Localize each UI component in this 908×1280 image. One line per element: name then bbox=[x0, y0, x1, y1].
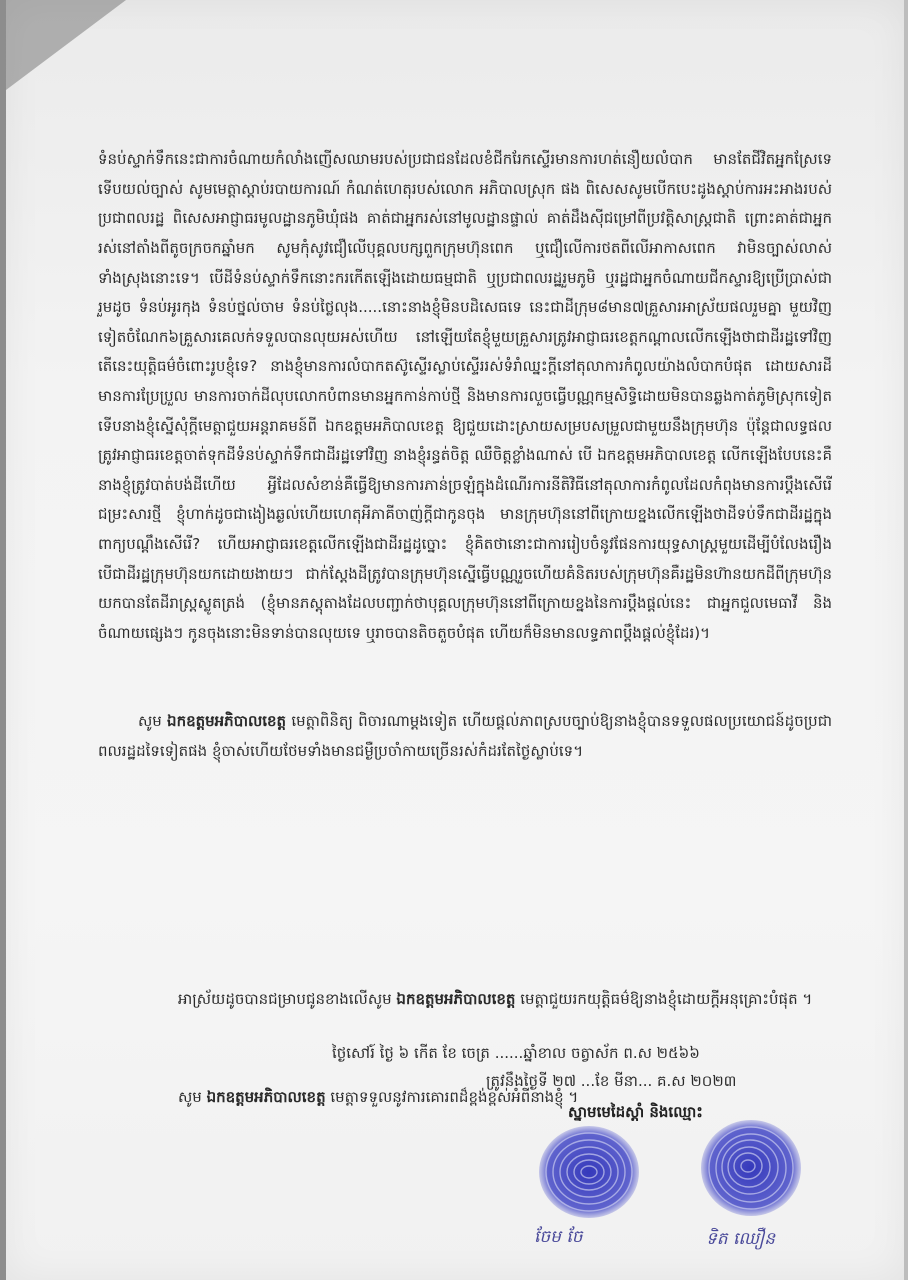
thumbprint-right bbox=[696, 1116, 806, 1220]
folded-corner bbox=[6, 0, 126, 90]
body-paragraph-1: ទំនប់ស្ទាក់ទឹកនេះជាការចំណាយកំលាំងញើសឈាមរបស់ប្រជាជនដែលខំជីករែកស្ទើរមានការហត់នឿយលំបាក មានតែជីវិតអ្នកស្រែទេទើបយល់ច្បាស់ សូមមេត្តាស្តាប់របាយការណ៍ កំណត់ហេតុរបស់លោក អភិបាលស្រុក ផង ពិសេសសូមបើកបេះដូងស្តាប់ការអះអាងរបស់ប្រជាពលរដ្ឋ ពិសេសអាជ្ញាធរមូលដ្ឋានភូមិឃុំផង គាត់ជាអ្នករស់នៅមូលដ្ឋានផ្ទាល់ គាត់ដឹងស៊ីជម្រៅពីប្រវត្តិសាស្ត្រជាតិ ព្រោះគាត់ជាអ្នករស់នៅតាំងពីតូចក្រចកឆ្នាំមក សូមកុំសូវជឿលើបុគ្គលបក្សពួកក្រុមហ៊ុនពេក ឬជឿលើការថតពីលើអាកាសពេក វាមិនច្បាស់លាស់ទាំងស្រុងនោះទេ។ បើដីទំនប់ស្ទាក់ទឹកនោះករកើតឡើងដោយធម្មជាតិ ឬប្រជាពលរដ្ឋរួមភូមិ ឬរដ្ឋជាអ្នកចំណាយជីកស្ទារឱ្យប្រើប្រាស់ជារួមដូច ទំនប់អូរកុង ទំនប់ថ្នល់ចាម ទំនប់ថ្លៃលុង.....នោះនាងខ្ញុំមិនបដិសេធទេ នេះជាដីក្រុម៨មាន៧គ្រួសារអាស្រ័យផលរួមគ្នា មួយវិញទៀតចំណែក៦គ្រួសារគេលក់ទទួលបានលុយអស់ហើយ នៅឡើយតែខ្ញុំមួយគ្រួសារត្រូវអាជ្ញាធរខេត្តកណ្តាលលើកឡើងថាជាដីរដ្ឋទៅវិញ តើនេះយុត្តិធម៌ចំពោះរូបខ្ញុំទេ? នាងខ្ញុំមានការលំបាកតស៊ូស្ទើរស្លាប់ស្ទើររស់ទំរាំឈ្នះក្តីនៅតុលាការកំពូលយ៉ាងលំបាកបំផុត ដោយសារដីមានការប្រែប្រួល មានការចាក់ដីលុបលោកបំពានមានអ្នកកាន់កាប់ថ្មី និងមានការលួចធ្វើបណ្ណកម្មសិទ្ធិដោយមិនបានឆ្លងកាត់ភូមិស្រុកទៀត ទើបនាងខ្ញុំស្នើសុំក្តីមេត្តាជួយអន្តរាគមន៍ពី ឯកឧត្តមអភិបាលខេត្ត ឱ្យជួយដោះស្រាយសម្របសម្រួលជាមួយនឹងក្រុមហ៊ុន ប៉ុន្តែជាលទ្ធផលត្រូវអាជ្ញាធរខេត្តចាត់ទុកដីទំនប់ស្ទាក់ទឹកជាដីរដ្ឋទៅវិញ នាងខ្ញុំរន្ធត់ចិត្ត ឈឺចិត្តខ្លាំងណាស់ បើ ឯកឧត្តមអភិបាលខេត្ត លើកឡើងបែបនេះគឺនាងខ្ញុំត្រូវបាត់បង់ដីហើយ អ្វីដែលសំខាន់គឺធ្វើឱ្យមានការភាន់ច្រឡំក្នុងដំណើរការនីតិវិធីនៅតុលាការកំពូលដែលកំពុងមានការប្តឹងសើរើជម្រះសារថ្មី ខ្ញុំហាក់ដូចជាងៀងឆ្ងល់ហើយហេតុអីភាគីចាញ់ក្តីជាកូនចុង មានក្រុមហ៊ុននៅពីក្រោយខ្នងលើកឡើងថាដីទប់ទឹកជាដីរដ្ឋក្នុងពាក្យបណ្តឹងសើរើ? ហើយអាជ្ញាធរខេត្តលើកឡើងជាដីរដ្ឋដូច្នោះ ខ្ញុំគិតថានោះជាការរៀបចំនូវផែនការយុទ្ធសាស្ត្រមួយដើម្បីបំលែងរឿង បើជាដីរដ្ឋក្រុមហ៊ុនយកដោយងាយៗ ជាក់ស្តែងដីត្រូវបានក្រុមហ៊ុនស្នើធ្វើបណ្ណរួចហើយគំនិតរបស់ក្រុមហ៊ុនគឺរដ្ឋមិនហ៊ានយកដីពីក្រុមហ៊ុន យកបានតែដីរាស្ត្រស្លូតត្រង់ (ខ្ញុំមានភស្តុតាងដែលបញ្ជាក់ថាបុគ្គលក្រុមហ៊ុននៅពីក្រោយខ្នងនៃការប្តឹងផ្តល់នេះ ជាអ្នកជួលមេធាវី និងចំណាយផ្សេងៗ កូនចុងនោះមិនទាន់បានលុយទេ ឬរាចបានតិចតួចបំផុត ហើយក៏មិនមានលទ្ធភាពប្តឹងផ្តល់ខ្ញុំដែរ)។ bbox=[98, 150, 837, 642]
p2-governor: ឯកឧត្តមអភិបាលខេត្ត bbox=[167, 712, 287, 731]
date-lunar: ថ្ងៃសៅរ៍ ថ្ងៃ ៦ កើត ខែ ចេត្រ ......ឆ្នាំខាល ចត្វាស័ក ព.ស ២៥៦៦ bbox=[332, 1044, 700, 1062]
closing-paragraph-1 bbox=[98, 984, 832, 1014]
closing2-governor: ឯកឧត្តមអភិបាលខេត្ត bbox=[206, 1088, 326, 1106]
body-paragraph-2 bbox=[98, 707, 832, 766]
signer-name-left: ចែម ចែ bbox=[534, 1227, 583, 1247]
date-solar: ត្រូវនឹងថ្ងៃទី ២៧ ...ខែ មីនា... គ.ស ២០២៣ bbox=[486, 1072, 737, 1090]
p2-rest: មេត្តាពិនិត្យ ពិចារណាម្តងទៀត ហើយផ្តល់ភាពស្របច្បាប់ឱ្យនាងខ្ញុំបានទទួលផលប្រយោជន៍ដូចប្រជាពលរដ្ឋដទៃទៀតផង ខ្ញុំចាស់ហើយថែមទាំងមានជម្ងឺប្រចាំកាយច្រើនរស់កំដរតែថ្ងៃស្លាប់ទេ។ bbox=[98, 712, 832, 761]
signature-heading: ស្នាមមេដៃស្តាំ និងឈ្មោះ bbox=[568, 1103, 703, 1121]
closing2-rest: មេត្តាទទួលនូវការគោរពដ៏ខ្ពង់ខ្ពស់អំពីនាងខ្ញុំ ។ bbox=[325, 1088, 579, 1106]
closing1-rest: មេត្តាជួយរកយុត្តិធម៌ឱ្យនាងខ្ញុំដោយក្តីអនុគ្រោះបំផុត ។ bbox=[515, 990, 813, 1008]
letter-page bbox=[6, 0, 904, 1280]
letter-body bbox=[98, 86, 837, 826]
thumbprint-left bbox=[534, 1120, 644, 1222]
signer-name-right: ទិត ឈឿន bbox=[706, 1229, 775, 1249]
closing2-lead: សូម bbox=[178, 1088, 207, 1106]
closing1-governor: ឯកឧត្តមអភិបាលខេត្ត bbox=[396, 990, 516, 1008]
p2-lead: សូម bbox=[138, 712, 168, 731]
closing1-lead: អាស្រ័យដូចបានជម្រាបជូនខាងលើសូម bbox=[178, 990, 397, 1008]
